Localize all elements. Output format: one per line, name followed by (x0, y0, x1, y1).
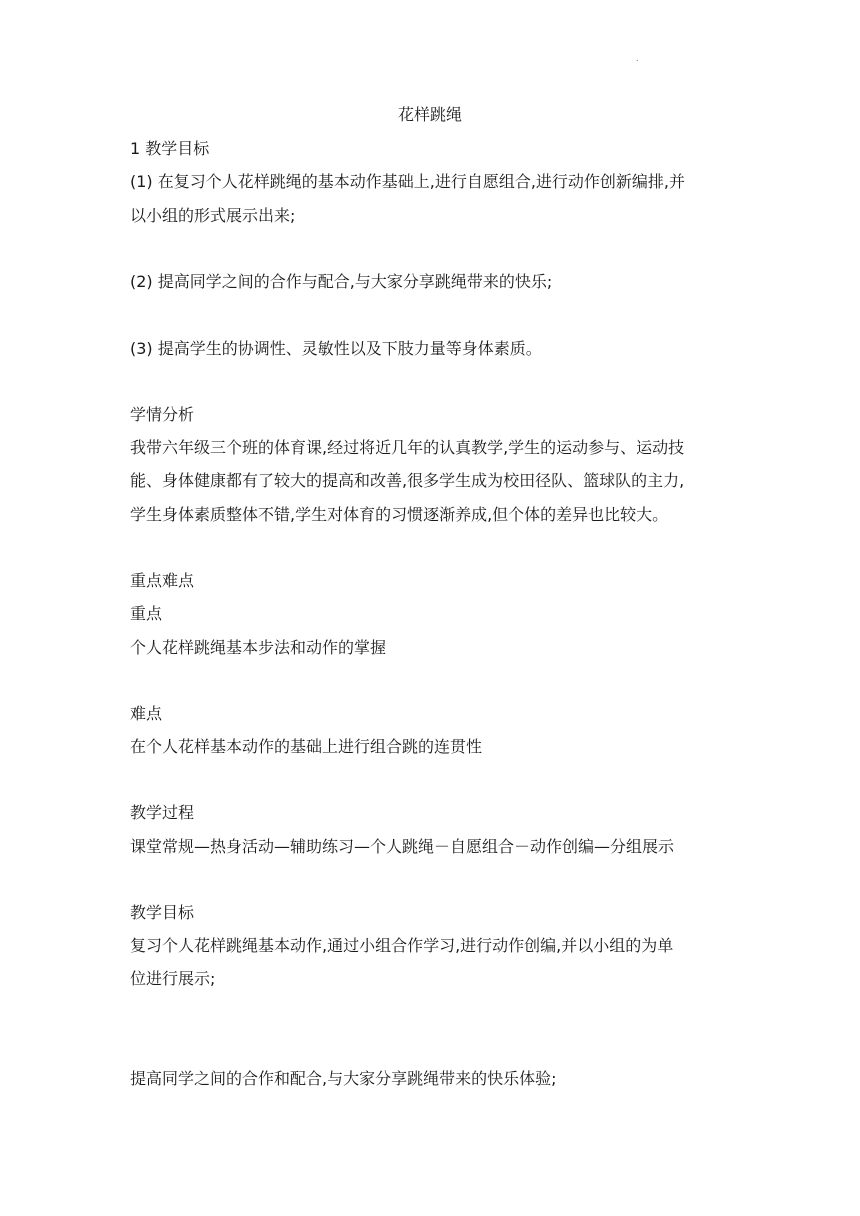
subheading-key-points: 重点 (130, 604, 163, 623)
section-heading-teaching-goals-2: 教学目标 (130, 903, 195, 922)
section-heading-key-difficult: 重点难点 (130, 571, 195, 590)
section-heading-teaching-goals: 1 教学目标 (130, 139, 210, 158)
key-points-text: 个人花样跳绳基本步法和动作的掌握 (130, 638, 387, 657)
goal-2: (2) 提高同学之间的合作与配合,与大家分享跳绳带来的快乐; (130, 272, 553, 291)
goal-text-2: 提高同学之间的合作和配合,与大家分享跳绳带来的快乐体验; (130, 1069, 557, 1088)
analysis-line-3: 学生身体素质整体不错,学生对体育的习惯逐渐养成,但个体的差异也比较大。 (130, 505, 669, 524)
section-heading-student-analysis: 学情分析 (130, 405, 195, 424)
goal-1-line-2: 以小组的形式展示出来; (130, 206, 296, 225)
difficulties-text: 在个人花样基本动作的基础上进行组合跳的连贯性 (130, 737, 483, 756)
analysis-line-1: 我带六年级三个班的体育课,经过将近几年的认真教学,学生的运动参与、运动技 (130, 438, 685, 457)
goal-3: (3) 提高学生的协调性、灵敏性以及下肢力量等身体素质。 (130, 339, 542, 358)
subheading-difficulties: 难点 (130, 704, 163, 723)
goal-text-line-2: 位进行展示; (130, 969, 216, 988)
document-title: 花样跳绳 (397, 105, 462, 124)
corner-mark: . (636, 54, 639, 63)
goal-1-line-1: (1) 在复习个人花样跳绳的基本动作基础上,进行自愿组合,进行动作创新编排,并 (130, 172, 686, 191)
goal-text-line-1: 复习个人花样跳绳基本动作,通过小组合作学习,进行动作创编,并以小组的为单 (130, 936, 674, 955)
analysis-line-2: 能、身体健康都有了较大的提高和改善,很多学生成为校田径队、篮球队的主力, (130, 471, 685, 490)
section-heading-teaching-process: 教学过程 (130, 803, 195, 822)
teaching-process-text: 课堂常规—热身活动—辅助练习—个人跳绳－自愿组合－动作创编—分组展示 (130, 837, 675, 856)
